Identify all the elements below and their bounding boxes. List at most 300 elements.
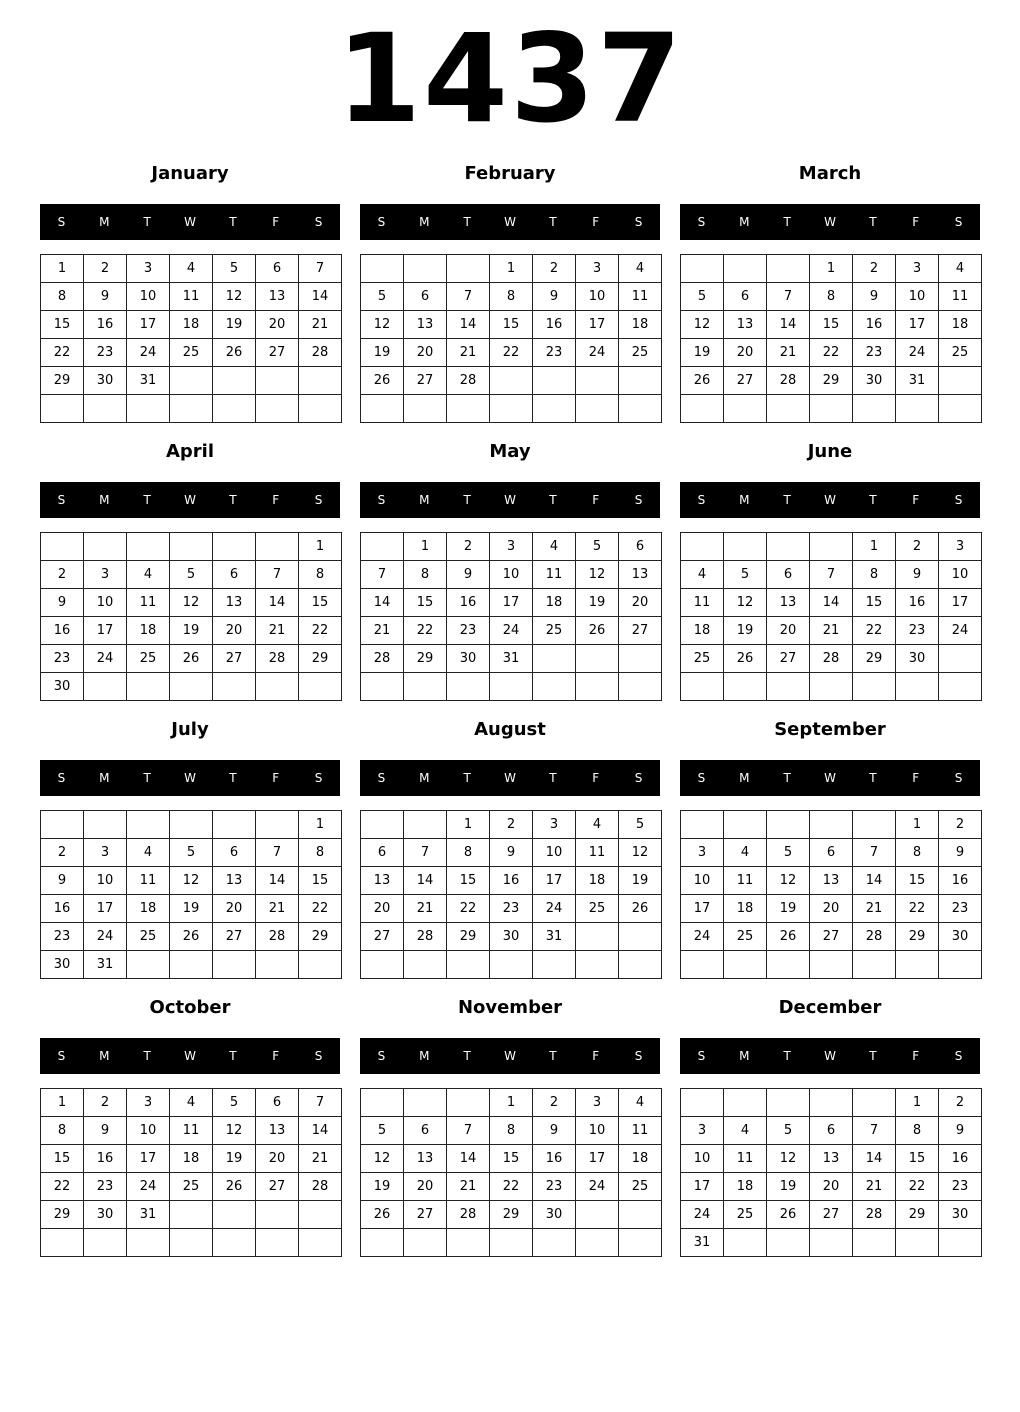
day-cell: 19	[724, 617, 767, 645]
day-cell: 11	[127, 867, 170, 895]
day-cell: 9	[41, 589, 84, 617]
day-grid	[40, 1088, 341, 1257]
day-cell: 23	[939, 1173, 982, 1201]
day-cell	[299, 1201, 342, 1229]
day-cell: 11	[939, 283, 982, 311]
day-cell	[576, 645, 619, 673]
day-cell: 30	[84, 1201, 127, 1229]
month-title: June	[807, 441, 853, 462]
day-cell: 5	[767, 839, 810, 867]
day-cell: 8	[490, 1117, 533, 1145]
day-cell: 22	[810, 339, 853, 367]
day-cell: 4	[127, 839, 170, 867]
week-row	[41, 895, 342, 923]
day-cell	[213, 367, 256, 395]
week-row	[681, 867, 982, 895]
day-cell	[404, 951, 447, 979]
day-cell	[767, 533, 810, 561]
day-cell: 6	[256, 255, 299, 283]
day-cell: 29	[41, 367, 84, 395]
day-cell: 20	[810, 1173, 853, 1201]
day-cell: 7	[256, 839, 299, 867]
day-cell: 3	[490, 533, 533, 561]
day-cell	[170, 1229, 213, 1257]
week-row	[361, 951, 662, 979]
day-cell: 9	[533, 1117, 576, 1145]
weekday-label: F	[272, 493, 280, 507]
day-cell: 18	[127, 617, 170, 645]
day-cell: 18	[127, 895, 170, 923]
day-cell: 27	[404, 1201, 447, 1229]
month-title: July	[171, 719, 209, 740]
day-cell: 14	[810, 589, 853, 617]
day-cell	[447, 255, 490, 283]
day-cell	[810, 533, 853, 561]
day-cell: 17	[127, 311, 170, 339]
day-cell	[533, 395, 576, 423]
day-cell: 17	[576, 311, 619, 339]
day-cell: 27	[810, 923, 853, 951]
day-cell: 1	[896, 1089, 939, 1117]
day-cell: 10	[681, 867, 724, 895]
day-cell	[490, 951, 533, 979]
day-grid	[40, 254, 341, 423]
day-cell: 20	[724, 339, 767, 367]
week-row	[361, 533, 662, 561]
weekday-label: T	[229, 215, 237, 229]
weekday-label: M	[739, 215, 750, 229]
day-cell: 27	[213, 645, 256, 673]
weekday-label: W	[184, 493, 196, 507]
day-cell: 7	[767, 283, 810, 311]
day-grid	[40, 532, 341, 701]
day-cell	[404, 1089, 447, 1117]
day-cell: 16	[447, 589, 490, 617]
week-row	[41, 283, 342, 311]
week-row	[361, 255, 662, 283]
day-cell: 8	[299, 839, 342, 867]
day-cell: 9	[939, 839, 982, 867]
day-cell: 31	[896, 367, 939, 395]
day-cell: 4	[724, 839, 767, 867]
day-cell: 15	[299, 589, 342, 617]
day-cell: 24	[576, 1173, 619, 1201]
weekday-label: W	[824, 1049, 836, 1063]
day-cell: 7	[853, 839, 896, 867]
weekday-header	[40, 1038, 340, 1074]
weekday-header	[360, 1038, 660, 1074]
weekday-label: W	[504, 493, 516, 507]
day-cell: 29	[896, 1201, 939, 1229]
day-cell: 15	[810, 311, 853, 339]
day-cell: 3	[681, 1117, 724, 1145]
week-row	[361, 395, 662, 423]
week-row	[41, 1229, 342, 1257]
day-cell: 30	[853, 367, 896, 395]
day-cell	[533, 367, 576, 395]
week-row	[41, 673, 342, 701]
day-cell: 12	[213, 1117, 256, 1145]
day-cell: 15	[490, 311, 533, 339]
day-cell	[767, 673, 810, 701]
day-cell: 13	[404, 311, 447, 339]
day-cell: 20	[767, 617, 810, 645]
weekday-header	[680, 1038, 980, 1074]
day-cell	[533, 673, 576, 701]
week-row	[41, 867, 342, 895]
day-cell: 22	[490, 339, 533, 367]
day-cell: 6	[810, 1117, 853, 1145]
week-row	[681, 561, 982, 589]
day-cell: 21	[299, 1145, 342, 1173]
day-cell: 5	[361, 1117, 404, 1145]
day-cell: 30	[939, 923, 982, 951]
day-cell	[896, 1229, 939, 1257]
day-cell: 27	[256, 339, 299, 367]
week-row	[41, 1201, 342, 1229]
day-cell	[490, 367, 533, 395]
week-row	[361, 617, 662, 645]
day-cell: 24	[576, 339, 619, 367]
day-cell: 17	[681, 895, 724, 923]
day-cell: 21	[767, 339, 810, 367]
week-row	[361, 895, 662, 923]
day-cell: 18	[170, 311, 213, 339]
week-row	[361, 811, 662, 839]
day-cell: 8	[810, 283, 853, 311]
day-cell: 9	[939, 1117, 982, 1145]
day-cell	[619, 395, 662, 423]
day-cell	[404, 1229, 447, 1257]
day-cell	[939, 395, 982, 423]
day-cell	[896, 951, 939, 979]
day-cell: 22	[404, 617, 447, 645]
day-cell: 21	[853, 895, 896, 923]
day-cell	[447, 1229, 490, 1257]
day-cell: 12	[767, 1145, 810, 1173]
day-cell: 18	[619, 1145, 662, 1173]
day-cell: 9	[41, 867, 84, 895]
day-cell: 24	[939, 617, 982, 645]
week-row	[41, 1117, 342, 1145]
day-cell: 28	[810, 645, 853, 673]
day-cell: 11	[170, 1117, 213, 1145]
day-cell: 26	[213, 1173, 256, 1201]
day-cell: 1	[896, 811, 939, 839]
day-cell	[767, 255, 810, 283]
day-cell	[619, 673, 662, 701]
day-cell: 29	[41, 1201, 84, 1229]
day-cell	[681, 395, 724, 423]
day-cell: 10	[939, 561, 982, 589]
weekday-label: S	[697, 771, 706, 785]
day-cell	[256, 1229, 299, 1257]
day-cell	[447, 673, 490, 701]
day-cell: 15	[447, 867, 490, 895]
week-row	[681, 923, 982, 951]
day-cell: 6	[724, 283, 767, 311]
day-cell	[681, 811, 724, 839]
day-cell: 17	[533, 867, 576, 895]
day-cell	[447, 395, 490, 423]
day-cell	[361, 673, 404, 701]
day-cell	[361, 811, 404, 839]
day-cell: 2	[41, 839, 84, 867]
day-cell	[810, 1089, 853, 1117]
week-row	[41, 395, 342, 423]
weekday-header	[360, 482, 660, 518]
month-title: October	[149, 997, 231, 1018]
day-cell	[810, 951, 853, 979]
day-cell	[767, 1229, 810, 1257]
day-cell: 24	[896, 339, 939, 367]
weekday-label: S	[314, 215, 323, 229]
weekday-label: T	[869, 1049, 877, 1063]
day-cell: 14	[853, 867, 896, 895]
day-cell	[724, 951, 767, 979]
day-cell: 29	[404, 645, 447, 673]
day-cell: 3	[681, 839, 724, 867]
day-cell: 23	[84, 1173, 127, 1201]
day-cell: 28	[404, 923, 447, 951]
weekday-label: T	[143, 493, 151, 507]
day-cell: 12	[361, 1145, 404, 1173]
day-cell	[213, 1201, 256, 1229]
weekday-label: F	[592, 493, 600, 507]
day-cell: 10	[127, 283, 170, 311]
day-cell: 8	[447, 839, 490, 867]
day-cell: 7	[447, 283, 490, 311]
day-cell: 12	[576, 561, 619, 589]
day-cell	[127, 951, 170, 979]
day-cell	[361, 1089, 404, 1117]
day-cell: 27	[361, 923, 404, 951]
week-row	[681, 895, 982, 923]
day-cell: 12	[170, 589, 213, 617]
day-cell: 29	[853, 645, 896, 673]
month-title: April	[165, 441, 215, 462]
day-cell: 19	[576, 589, 619, 617]
weekday-label: W	[504, 1049, 516, 1063]
day-cell: 22	[299, 617, 342, 645]
week-row	[361, 311, 662, 339]
day-cell: 1	[404, 533, 447, 561]
day-cell: 14	[853, 1145, 896, 1173]
day-cell: 27	[213, 923, 256, 951]
weekday-label: F	[912, 1049, 920, 1063]
day-cell: 18	[681, 617, 724, 645]
week-row	[361, 867, 662, 895]
day-cell: 16	[533, 311, 576, 339]
day-cell	[127, 1229, 170, 1257]
week-row	[361, 1117, 662, 1145]
day-cell	[681, 673, 724, 701]
day-cell: 23	[533, 339, 576, 367]
day-cell: 28	[447, 367, 490, 395]
day-cell	[767, 811, 810, 839]
day-cell: 19	[170, 617, 213, 645]
day-cell: 8	[299, 561, 342, 589]
day-cell: 10	[681, 1145, 724, 1173]
day-grid	[680, 254, 981, 423]
day-cell	[299, 395, 342, 423]
day-cell: 13	[256, 1117, 299, 1145]
day-cell	[810, 673, 853, 701]
day-cell: 13	[213, 867, 256, 895]
day-cell	[170, 533, 213, 561]
day-cell	[810, 811, 853, 839]
day-cell	[724, 533, 767, 561]
weekday-label: T	[463, 493, 471, 507]
day-grid	[40, 810, 341, 979]
day-cell	[84, 811, 127, 839]
day-cell: 13	[810, 867, 853, 895]
day-cell	[576, 1201, 619, 1229]
day-cell: 30	[84, 367, 127, 395]
day-cell: 8	[896, 839, 939, 867]
day-cell: 30	[447, 645, 490, 673]
day-cell: 30	[41, 673, 84, 701]
day-cell: 22	[490, 1173, 533, 1201]
day-cell: 22	[41, 1173, 84, 1201]
day-cell: 27	[810, 1201, 853, 1229]
day-cell: 23	[853, 339, 896, 367]
day-cell: 26	[724, 645, 767, 673]
day-cell: 28	[853, 1201, 896, 1229]
day-cell	[84, 533, 127, 561]
day-cell: 25	[681, 645, 724, 673]
day-cell: 3	[84, 561, 127, 589]
day-cell: 4	[939, 255, 982, 283]
weekday-label: T	[463, 1049, 471, 1063]
weekday-header	[40, 760, 340, 796]
day-cell	[939, 645, 982, 673]
week-row	[361, 1201, 662, 1229]
day-cell: 26	[361, 367, 404, 395]
day-cell: 24	[127, 339, 170, 367]
weekday-label: M	[419, 493, 430, 507]
day-cell: 8	[41, 283, 84, 311]
day-cell: 7	[404, 839, 447, 867]
week-row	[681, 811, 982, 839]
weekday-label: W	[824, 215, 836, 229]
day-cell: 1	[299, 811, 342, 839]
day-cell: 6	[213, 561, 256, 589]
day-cell: 12	[619, 839, 662, 867]
day-cell: 3	[576, 1089, 619, 1117]
day-cell: 2	[84, 1089, 127, 1117]
weekday-label: T	[229, 1049, 237, 1063]
day-cell: 11	[619, 283, 662, 311]
weekday-label: T	[463, 215, 471, 229]
day-cell	[681, 533, 724, 561]
day-cell: 16	[939, 1145, 982, 1173]
week-row	[361, 645, 662, 673]
day-cell: 18	[576, 867, 619, 895]
day-cell: 26	[213, 339, 256, 367]
day-cell: 20	[404, 1173, 447, 1201]
day-cell: 1	[447, 811, 490, 839]
day-cell	[853, 395, 896, 423]
day-cell	[127, 811, 170, 839]
day-grid	[680, 532, 981, 701]
day-cell: 13	[810, 1145, 853, 1173]
day-grid	[360, 810, 661, 979]
day-cell	[810, 1229, 853, 1257]
day-cell	[619, 645, 662, 673]
day-cell: 20	[213, 895, 256, 923]
day-cell: 21	[256, 617, 299, 645]
day-cell	[256, 367, 299, 395]
day-cell: 11	[724, 867, 767, 895]
day-cell: 27	[256, 1173, 299, 1201]
weekday-label: S	[314, 493, 323, 507]
day-cell: 15	[404, 589, 447, 617]
weekday-label: T	[549, 493, 557, 507]
day-cell: 16	[896, 589, 939, 617]
day-cell: 10	[533, 839, 576, 867]
day-cell: 17	[84, 617, 127, 645]
weekday-label: F	[912, 215, 920, 229]
day-cell	[490, 673, 533, 701]
day-cell: 4	[127, 561, 170, 589]
weekday-label: S	[634, 215, 643, 229]
day-cell	[576, 951, 619, 979]
day-cell	[619, 1229, 662, 1257]
weekday-label: S	[377, 215, 386, 229]
day-cell: 13	[213, 589, 256, 617]
day-cell: 4	[619, 255, 662, 283]
day-cell: 15	[896, 867, 939, 895]
weekday-label: W	[184, 771, 196, 785]
month-title: August	[474, 719, 546, 740]
week-row	[681, 1117, 982, 1145]
day-cell	[853, 1089, 896, 1117]
weekday-label: F	[272, 771, 280, 785]
weekday-label: F	[272, 215, 280, 229]
day-cell: 16	[853, 311, 896, 339]
weekday-header	[40, 482, 340, 518]
day-cell: 13	[767, 589, 810, 617]
day-cell	[724, 255, 767, 283]
weekday-label: S	[377, 1049, 386, 1063]
week-row	[361, 673, 662, 701]
day-cell: 19	[767, 895, 810, 923]
day-cell: 2	[853, 255, 896, 283]
day-cell: 8	[404, 561, 447, 589]
day-cell: 9	[447, 561, 490, 589]
day-cell: 17	[681, 1173, 724, 1201]
day-cell	[256, 533, 299, 561]
day-cell: 16	[41, 617, 84, 645]
weekday-label: T	[783, 771, 791, 785]
weekday-label: T	[869, 215, 877, 229]
day-cell: 5	[576, 533, 619, 561]
week-row	[681, 255, 982, 283]
day-cell: 5	[170, 561, 213, 589]
weekday-label: T	[229, 771, 237, 785]
day-cell: 23	[41, 645, 84, 673]
day-cell: 24	[681, 1201, 724, 1229]
weekday-header	[680, 482, 980, 518]
month-title: January	[151, 163, 229, 184]
day-cell: 18	[724, 895, 767, 923]
week-row	[681, 1229, 982, 1257]
day-cell	[853, 1229, 896, 1257]
weekday-label: S	[377, 493, 386, 507]
day-cell: 14	[256, 589, 299, 617]
day-cell: 10	[576, 283, 619, 311]
